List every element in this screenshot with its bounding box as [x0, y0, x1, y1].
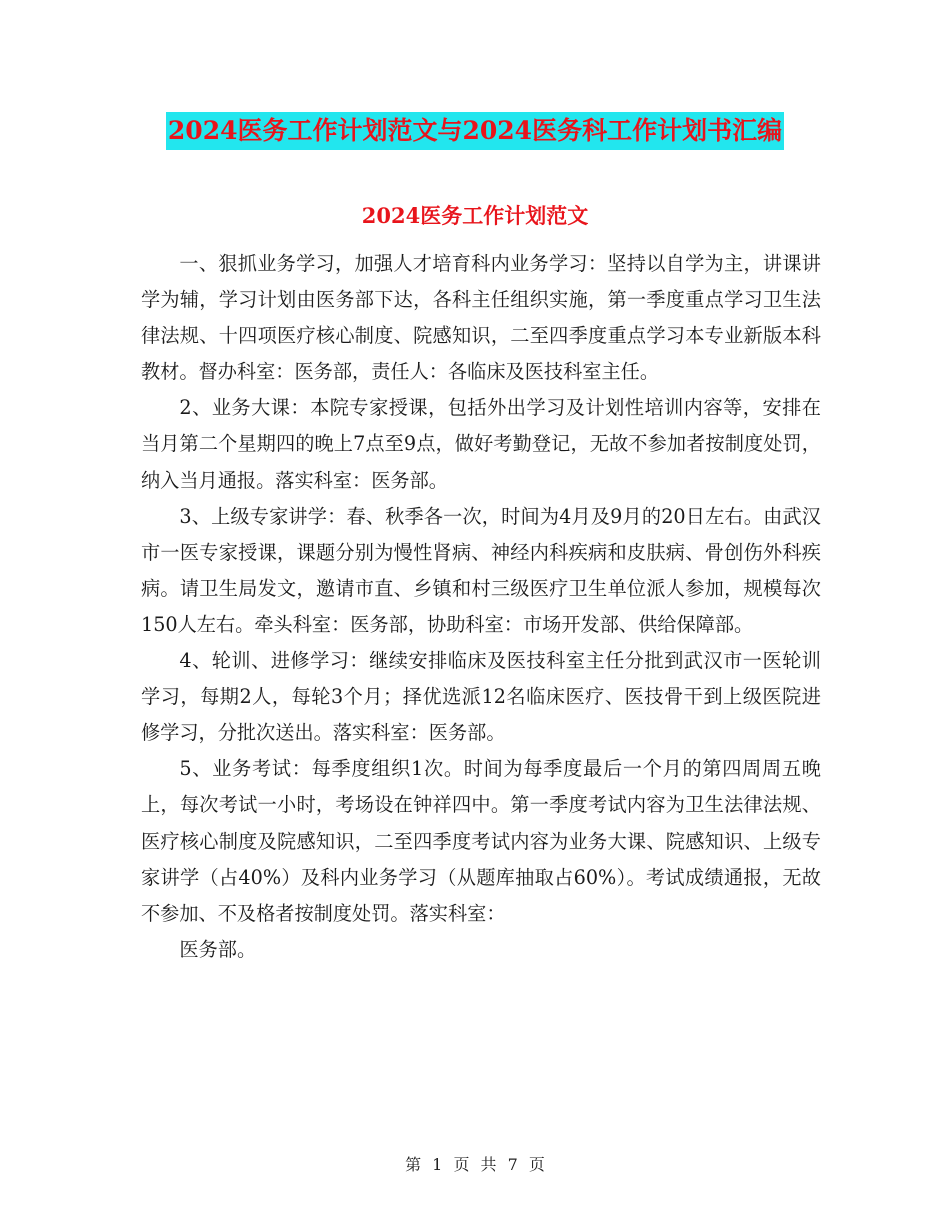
section-title: 2024医务工作计划范文: [361, 203, 589, 228]
main-title-container: [0, 112, 950, 150]
paragraph-3: 3、上级专家讲学：春、秋季各一次，时间为4月及9月的20日左右。由武汉市一医专家授课，课题分别为慢性肾病、神经内科疾病和皮肤病、骨创伤外科疾病。请卫生局发文，邀请市直、乡镇和村三级医疗卫生单位派人参加，规模每次150人左右。牵头科室：医务部，协助科室：市场开发部、供给保障部。: [141, 504, 821, 636]
paragraph-2: 2、业务大课：本院专家授课，包括外出学习及计划性培训内容等，安排在当月第二个星期四的晚上7点至9点，做好考勤登记，无故不参加者按制度处罚，纳入当月通报。落实科室：医务部。: [141, 396, 821, 492]
body-text: [141, 246, 821, 968]
paragraph-1: 一、狠抓业务学习，加强人才培育科内业务学习：坚持以自学为主，讲课讲学为辅，学习计划由医务部下达，各科主任组织实施，第一季度重点学习卫生法律法规、十四项医疗核心制度、院感知识，二至四季度重点学习本专业新版本科教材。督办科室：医务部，责任人：各临床及医技科室主任。: [141, 252, 821, 384]
paragraph-4: 4、轮训、进修学习：继续安排临床及医技科室主任分批到武汉市一医轮训学习，每期2人，每轮3个月；择优选派12名临床医疗、医技骨干到上级医院进修学习，分批次送出。落实科室：医务部。: [141, 649, 821, 745]
page-footer: 第 1 页 共 7 页: [405, 1155, 545, 1174]
paragraph-6: 医务部。: [179, 937, 257, 961]
main-title: 2024医务工作计划范文与2024医务科工作计划书汇编: [166, 112, 784, 150]
paragraph-5: 5、业务考试：每季度组织1次。时间为每季度最后一个月的第四周周五晚上，每次考试一小时，考场设在钟祥四中。第一季度考试内容为卫生法律法规、医疗核心制度及院感知识，二至四季度考试内容为业务大课、院感知识、上级专家讲学（占40%）及科内业务学习（从题库抽取占60%）。考试成绩通报，无故不参加、不及格者按制度处罚。落实科室：: [141, 757, 821, 925]
